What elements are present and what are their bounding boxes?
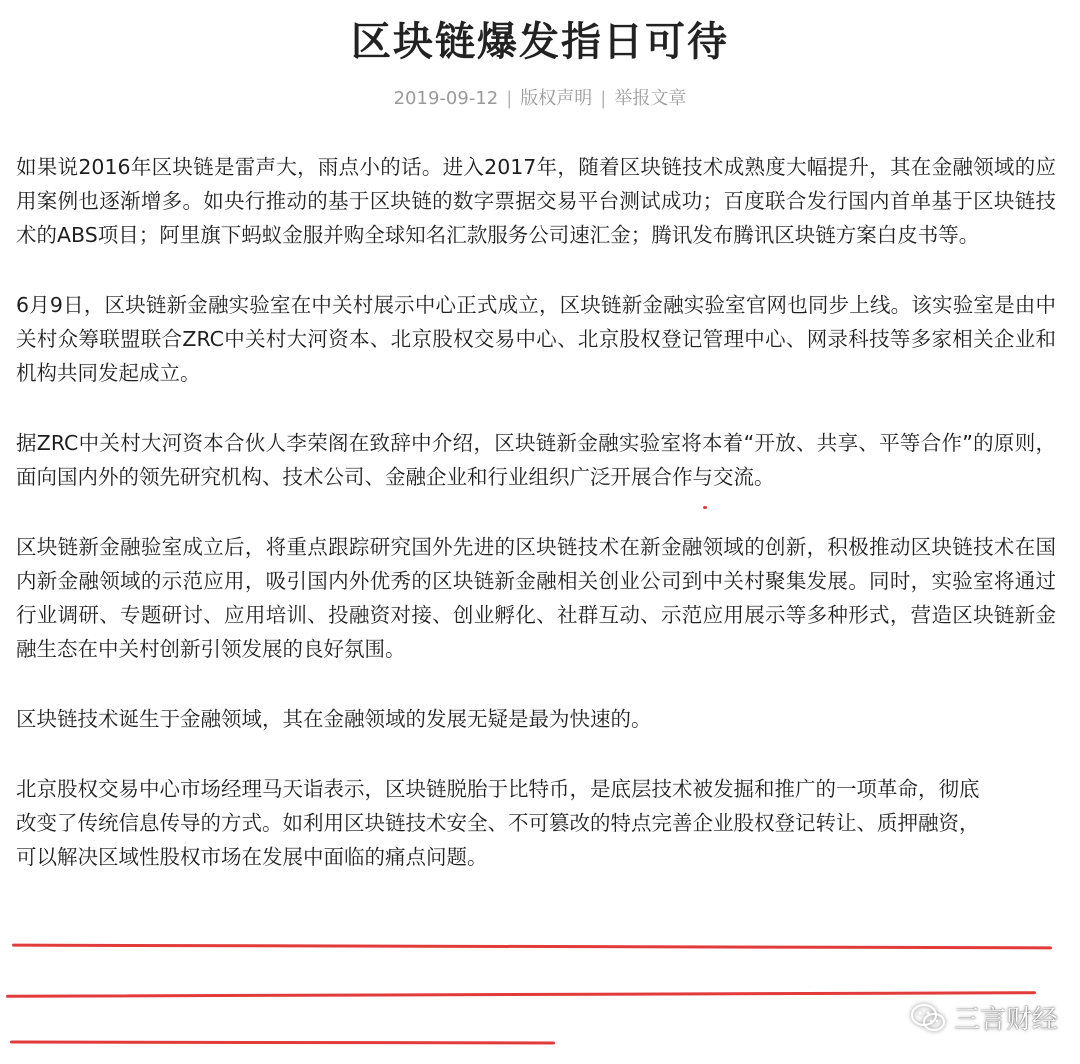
highlighted-line: 可以解决区域性股权市场在发展中面临的痛点问题。 bbox=[16, 845, 488, 869]
article-meta bbox=[0, 84, 1080, 110]
red-underline bbox=[6, 991, 1036, 998]
report-link[interactable]: 举报文章 bbox=[614, 88, 687, 109]
watermark-text: 三言财经 bbox=[953, 1005, 1058, 1035]
paragraph: 6月9日，区块链新金融实验室在中关村展示中心正式成立，区块链新金融实验室官网也同步上线。该实验室是由中关村众筹联盟联合ZRC中关村大河资本、北京股权交易中心、北京股权登记管理中心、网录科技等多家相关企业和机构共同发起成立。 bbox=[16, 293, 1056, 385]
red-mark bbox=[703, 506, 707, 509]
highlighted-line: 改变了传统信息传导的方式。如利用区块链技术安全、不可篡改的特点完善企业股权登记转让、质押融资， bbox=[16, 811, 980, 835]
publish-date: 2019-09-12 bbox=[393, 88, 499, 109]
red-underline bbox=[10, 1041, 555, 1045]
paragraph: 区块链新金融验室成立后，将重点跟踪研究国外先进的区块链技术在新金融领域的创新，积极推动区块链技术在国内新金融领域的示范应用，吸引国内外优秀的区块链新金融相关创业公司到中关村聚集发展。同时，实验室将通过行业调研、专题研讨、应用培训、投融资对接、创业孵化、社群互动、示范应用展示等多种形式，营造区块链新金融生态在中关村创新引领发展的良好氛围。 bbox=[16, 535, 1056, 661]
paragraph: 区块链技术诞生于金融领域，其在金融领域的发展无疑是最为快速的。 bbox=[16, 707, 652, 731]
watermark bbox=[910, 999, 1058, 1036]
wechat-icon bbox=[910, 1003, 946, 1033]
article-title: 区块链爆发指日可待 bbox=[351, 19, 729, 65]
red-underline bbox=[12, 944, 1052, 950]
highlighted-line: 北京股权交易中心市场经理马天诣表示，区块链脱胎于比特币，是底层技术被发掘和推广的一项革命，彻底 bbox=[16, 777, 980, 801]
meta-separator: | bbox=[600, 88, 607, 109]
article-body bbox=[16, 150, 1056, 910]
meta-separator: | bbox=[506, 88, 513, 109]
paragraph: 据ZRC中关村大河资本合伙人李荣阁在致辞中介绍，区块链新金融实验室将本着“开放、共享、平等合作”的原则，面向国内外的领先研究机构、技术公司、金融企业和行业组织广泛开展合作与交流。 bbox=[16, 431, 1056, 489]
highlighted-paragraph bbox=[16, 772, 1056, 874]
paragraph: 如果说2016年区块链是雷声大，雨点小的话。进入2017年，随着区块链技术成熟度大幅提升，其在金融领域的应用案例也逐渐增多。如央行推动的基于区块链的数字票据交易平台测试成功；百度联合发行国内首单基于区块链技术的ABS项目；阿里旗下蚂蚁金服并购全球知名汇款服务公司速汇金；腾讯发布腾讯区块链方案白皮书等。 bbox=[16, 155, 1056, 247]
copyright-link[interactable]: 版权声明 bbox=[520, 88, 593, 109]
